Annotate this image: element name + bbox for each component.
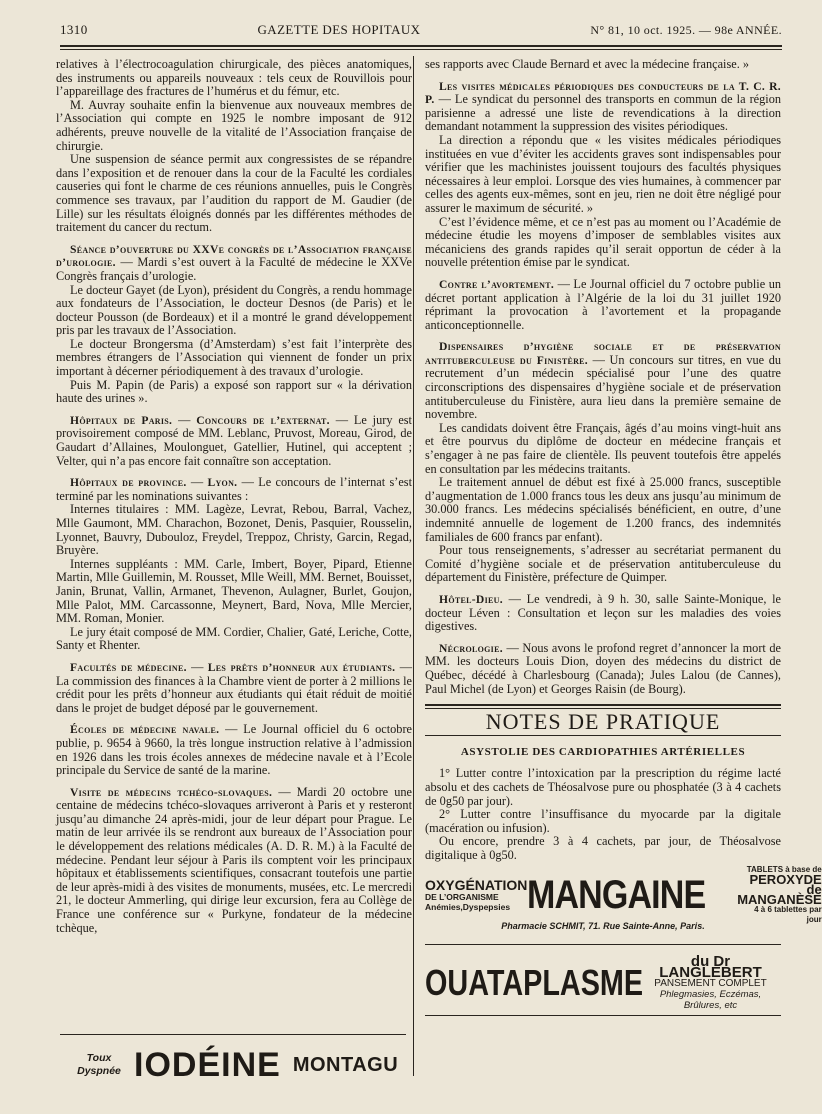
article-heading: Écoles de médecine navale. [70,723,220,737]
article-hopitaux-province: Hôpitaux de province. — Lyon. — Le concours de l’internat s’est terminé par les nominations suivantes : [56,475,413,503]
right-column [425,57,822,1016]
ad-text: Dyspnée [77,1065,121,1077]
ad-text: 4 à 6 tablettes par jour [754,905,822,925]
mangaine-advertisement [425,865,822,925]
left-column [56,58,412,935]
article-text: — La commission des finances à la Chambre vient de porter à 2 millions le crédit pour les prêts d’honneur aux étudiants qui était réduit de moitié dans le projet de budget déposé par le gouvernement. [56,659,412,715]
ouataplasme-advertisement [425,952,781,1011]
article-text: — Nous avons le profond regret d’annoncer la mort de MM. les docteurs Louis Dion, doyen des médecins du district de Québec, décédé à Charlesbourg (Canada); Jules Lalou (de Cannes), Paul Michel (de Lyon) et Georges Raisin (de Bourg). [425,640,782,696]
paragraph: Internes suppléants : MM. Carle, Imbert, Boyer, Pipard, Etienne Martin, Mlle Guillemin, M. Rousset, Mlle Weill, MM. Bernet, Bouisset, Janin, Brunat, Vallin, Armanet, Thevenon, Aulagner, Burlet, Goujon, Mlle Palot, MM. Carcassonne, Meynert, Bard, Nova, Mlle Mercier, MM. Roman, Monier. [56,556,412,626]
article-text: — Le Journal officiel du 6 octobre publie, p. 9654 à 9660, la très longue instruction relative à l’admission en 1926 dans les trois écoles annexes de médecine navale et à l’Ecole principale du Service de santé de la marine. [56,722,412,778]
ad-text: Toux [86,1052,112,1064]
paragraph: Le docteur Brongersma (d’Amsterdam) s’est fait l’interprète des membres étrangers de l’Association qui viennent de fonder un prix important à décerner périodiquement à des travaux d’urologie. [56,336,412,379]
paragraph: 1° Lutter contre l’intoxication par la prescription du régime lacté absolu et des cachets de Théosalvose pure ou phosphatée (3 à 4 cachets de 0g50 par jour). [425,766,781,808]
journal-title: GAZETTE DES HOPITAUX [257,22,421,37]
paragraph: Une suspension de séance permit aux congressistes de se répandre dans l’exposition et de renouer dans la cour de la Faculté les cordiales causeries qui font le charme de ces réunions annuelles, puis le Congrès commence ses travaux, par l’audition du rapport de M. Gaudier (de Lille) sur les résultats éloignés donnés par les différentes méthodes de traitement du cancer du rectum. [56,152,412,235]
issue-info: N° 81, 10 oct. 1925. — 98e ANNÉE. [590,23,782,37]
page-number: 1310 [60,22,88,37]
page-header [60,22,782,42]
article-visite-tcheco [56,786,412,936]
paragraph: C’est l’évidence même, et ce n’est pas au moment ou l’Académie de médecine étudie les moyens d’imposer de semblables visites aux mécaniciens des grands rapides qu’il serait opportun de céder à la nouvelle prétention émise par le syndicat. [425,214,781,270]
article-ecoles-navale [56,723,412,777]
article-heading: Les visites médicales périodiques des conducteurs de la T. C. R. P. [425,79,781,107]
paragraph: Pour tous renseignements, s’adresser au secrétariat permanent du Comité d’hygiène sociale et de préservation antituberculeuse du département du Finistère, préfecture de Quimper. [425,543,781,585]
header-rule [60,45,782,47]
article-heading: Hôpitaux de Paris. [70,413,173,427]
paragraph: Puis M. Papin (de Paris) a exposé son rapport sur « la dérivation haute des urines ». [56,377,412,406]
article-text: — Le vendredi, à 9 h. 30, salle Sainte-Monique, le docteur Léven : Consultation et leçon sur les maladies des voies digestives. [425,591,781,634]
ad-text: Phlegmasies, Eczémas, Brûlures, etc [659,988,762,1011]
iodeine-advertisement [70,1040,400,1090]
notes-subheading: ASYSTOLIE DES CARDIOPATHIES ARTÉRIELLES [460,745,746,758]
iodeine-brand: IODÉINE [134,1045,281,1084]
mangaine-right-text [737,865,822,925]
ad-text: DE L’ORGANISME [425,892,499,903]
article-heading: Nécrologie. [439,641,503,655]
mangaine-pharmacy: Pharmacie SCHMIT, 71. Rue Sainte-Anne, Paris. [501,921,705,932]
article-subheading: Lyon. [207,476,238,490]
iodeine-indications [70,1052,128,1078]
column-divider [413,56,414,1076]
article-heading: Hôtel-Dieu. [439,592,503,606]
paragraph: Ou encore, prendre 3 à 4 cachets, par jour, de Théosalvose digitalique à 0g50. [425,834,781,862]
article-text: — Le jury est provisoirement composé de MM. Leblanc, Pruvost, Moreau, Girod, de Gaudart d’Allaines, Moulonguet, Gatellier, Hutinel, qui acceptent ; Velter, qui n’a pas encore fait connaître son acceptation. [56,412,412,468]
section-rule [425,735,781,736]
article-heading: Facultés de médecine. [70,660,187,674]
article-text: — Un concours sur titres, en vue du recrutement d’un médecin spécialisé pour l’une des quatre circonscriptions des dispensaires d’hygiène sociale et de préservation antituberculeuse du Finistère, aura lieu dans la première semaine de novembre. [425,352,781,422]
iodeine-maker: MONTAGU [292,1053,399,1076]
ad-text: Anémies,Dyspepsies [425,902,511,913]
article-avortement [425,278,781,332]
ad-text: PEROXYDE de MANGANÈSE [737,872,822,908]
paragraph: relatives à l’électrocoagulation chirurgicale, des pièces anatomiques, des instruments ou appareils nouveaux : tels ceux de Rouvillois pour l’appareillage des fractures de l’humérus et du fémur, etc. [56,57,412,99]
paragraph: La direction a répondu que « les visites médicales périodiques instituées en vue d’éviter les accidents graves sont indispensables pour vérifier que les machinistes jouissent toujours des facultés physiques nécessaires à leur emploi. Lorsque des vies humaines, à commencer par celles des agents eux-mêmes, sont en jeu, rien ne doit être négligé pour assurer le maximum de sécurité. » [425,132,781,215]
article-visites-medicales [425,80,781,134]
article-heading: Dispensaires d’hygiène sociale et de préservation antituberculeuse du Finistère. [425,340,781,367]
paragraph: Le traitement annuel de début est fixé à 25.000 francs, susceptible d’augmentation de 1.000 francs tous les deux ans jusqu’au minimum de 30.000 francs. Les médecins spécialisés bénéficient, en outre, d’une indemnité annuelle de logement de 1.200 francs, des indemnités familiales de 600 francs par enfant). [425,475,781,544]
paragraph: 2° Lutter contre l’insuffisance du myocarde par la digitale (macération ou infusion). [425,807,781,835]
article-text: — Mardi s’est ouvert à la Faculté de médecine le XXVe Congrès français d’urologie. [56,255,412,283]
ad-text: OXYGÉNATION [425,877,528,894]
article-facultes: Facultés de médecine. — Les prêts d’honneur aux étudiants. — La commission des finances à la Chambre vient de porter à 2 millions le crédit pour les prêts d’honneur aux étudiants qui était réduit de moitié dans le projet de budget déposé par le gouvernement. [56,659,412,715]
paragraph: Le docteur Gayet (de Lyon), président du Congrès, a rendu hommage aux fondateurs de l’Association, le docteur Desnos (de Paris) et le docteur Pousson (de Bordeaux) et il a montré le grand développement pris par les travaux de l’Association. [56,282,412,338]
ad-rule [425,1015,781,1016]
article-subheading: Concours de l’externat. [196,413,330,427]
ad-text: du Dr LANGLEBERT [659,952,762,981]
article-text: — Le Journal officiel du 7 octobre publie un décret portant application à l’Algérie de la loi du 31 juillet 1920 réprimant la provocation à l’avortement et la propagande anticonceptionnelle. [425,276,781,332]
paragraph: M. Auvray souhaite enfin la bienvenue aux nouveaux membres de l’Association qui compte en 1925 le nombre imposant de 912 adhérents, preuve nouvelle de la vitalité de l’Association française de chirurgie. [56,97,412,153]
article-necrologie [425,642,781,696]
article-subheading: Les prêts d’honneur aux étudiants. [207,660,396,674]
article-hopitaux-paris: Hôpitaux de Paris. — Concours de l’externat. — Le jury est provisoirement composé de MM. Leblanc, Pruvost, Moreau, Girod, de Gaudart d’Allaines, Moulonguet, Gatellier, Hutinel, qui acceptent ; Velter, qui n’a pas encore fait connaître son acceptation. [56,412,412,468]
ad-top-rule [60,1034,406,1035]
article-hotel-dieu [425,593,781,634]
paragraph: Les candidats doivent être Français, âgés d’au moins vingt-huit ans et être pourvus du diplôme de docteur en médecine français et s’engager à ne pas faire de clientèle. Ils peuvent toutefois être appelés en consultation par les médecins traitants. [425,420,781,476]
paragraph: Le jury était composé de MM. Cordier, Chalier, Gaté, Leriche, Cotte, Santy et Rhenter. [56,624,412,653]
mangaine-brand: MANGAINE [527,872,706,917]
article-text: — Le concours de l’internat s’est terminé par les nominations suivantes : [56,475,413,503]
ad-text: PANSEMENT COMPLET [654,977,767,989]
mangaine-left-text [425,878,527,912]
ouataplasme-details [640,952,781,1011]
article-dispensaires [425,340,781,422]
ouataplasme-brand: OUATAPLASME [425,962,644,1004]
notes-de-pratique-title: NOTES DE PRATIQUE [485,709,721,735]
article-heading: Séance d’ouverture du XXVe congrès de l’Association française d’urologie. [56,242,412,270]
paragraph: Internes titulaires : MM. Lagèze, Levrat, Rebou, Barral, Vachez, Mlle Gaumont, MM. Charachon, Bozonet, Denis, Pasquier, Rousselin, Lyonnet, Bauvry, Dubouloz, Freydel, Treppoz, Christy, Garcin, Regad, Bruyère. [56,502,412,558]
header-rule-thin [60,49,782,50]
ad-rule [425,944,781,945]
article-heading: Visite de médecins tchéco-slovaques. [70,785,273,799]
article-urologie [56,243,412,284]
article-heading: Contre l’avortement. [439,277,555,291]
article-text: — Mardi 20 octobre une centaine de médecins tchéco-slovaques arriveront à Paris et y resteront jusqu’au dimanche 24 après-midi, jour de leur départ pour Prague. Le matin de leur arrivée ils se rendront aux bureaux de l’Association pour le développement des relations médicales (A. D. R. M.) à la Faculté de médecine. Pendant leur séjour à Paris ils comptent voir les principaux hôpitaux et établissements scientifiques, consacrant toutefois une partie de leur après-midi à des visites de monuments, musées, etc. Le mercredi 21, le docteur Ammerling, qui dirige leur excursion, fera au Collège de France une conférence sur « Purkyne, fondateur de la médecine tchèque, [56,784,412,935]
article-heading: Hôpitaux de province. [70,476,187,490]
ad-text: TABLETS à base de [746,865,822,875]
article-text: — Le syndicat du personnel des transports en commun de la région parisienne a adressé une liste de revendications à la direction demandant notamment la suppression des visites périodiques. [425,92,781,134]
paragraph: ses rapports avec Claude Bernard et avec la médecine française. » [425,57,750,71]
